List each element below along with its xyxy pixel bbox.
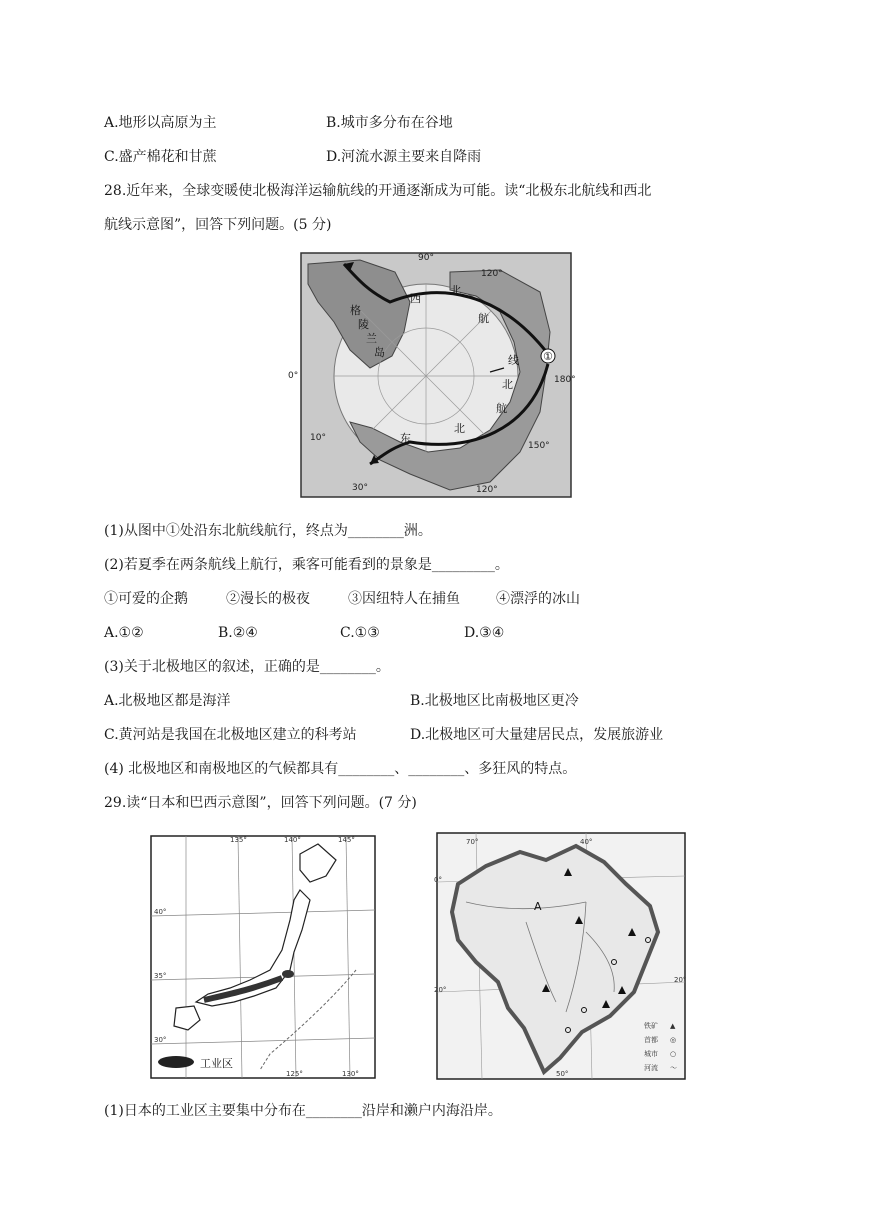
- japan-lon-145: 145°: [338, 836, 355, 844]
- q27-option-d: D.河流水源主要来自降雨: [326, 149, 482, 165]
- q27-option-b: B.城市多分布在谷地: [326, 115, 453, 131]
- japan-lat-35: 35°: [154, 972, 167, 980]
- arctic-route-map-svg: [288, 252, 576, 498]
- q28-sub4: (4) 北极地区和南极地区的气候都具有________、________、多狂风的特点。: [104, 761, 577, 777]
- scene-3: ③因纽特人在捕鱼: [348, 591, 460, 607]
- map-label-lon-30: 30°: [352, 483, 368, 493]
- brazil-region-a: A: [534, 900, 542, 913]
- q27-option-a: A.地形以高原为主: [104, 115, 217, 131]
- legend-city-symbol: ○: [670, 1050, 677, 1058]
- nw-route-label-3: 航: [496, 402, 507, 415]
- choice-d: D.③④: [464, 625, 505, 641]
- map-label-lon-180: 180°: [554, 375, 576, 385]
- q29-sub1: (1)日本的工业区主要集中分布在________沿岸和濑户内海沿岸。: [104, 1103, 502, 1119]
- map-label-lon-120-bottom: 120°: [476, 485, 498, 495]
- legend-capital-symbol: ◎: [670, 1036, 677, 1044]
- legend-city-label: 城市: [644, 1050, 658, 1058]
- japan-legend-label: 工业区: [200, 1057, 233, 1070]
- scene-1: ①可爱的企鹅: [104, 591, 188, 607]
- scene-2: ②漫长的极夜: [226, 591, 310, 607]
- sub3-option-a: A.北极地区都是海洋: [104, 693, 231, 709]
- map-label-lon-0: 0°: [288, 371, 299, 381]
- choice-a: A.①②: [104, 625, 144, 641]
- legend-iron-label: 铁矿: [644, 1022, 658, 1030]
- greenland-label-2: 陵: [358, 318, 369, 331]
- west-route-label-1: 西: [410, 292, 421, 305]
- brazil-lon-50: 50°: [556, 1070, 569, 1078]
- japan-lon-140: 140°: [284, 836, 301, 844]
- choice-c: C.①③: [340, 625, 380, 641]
- nw-route-label-2: 北: [502, 378, 513, 391]
- sub3-option-b: B.北极地区比南极地区更冷: [410, 693, 579, 709]
- brazil-lon-40: 40°: [580, 838, 593, 846]
- legend-river-label: 河流: [644, 1064, 658, 1072]
- japan-map: [150, 830, 376, 1084]
- map-label-lon-10: 10°: [310, 433, 326, 443]
- legend-iron-symbol: ▲: [670, 1022, 676, 1030]
- japan-lon-135: 135°: [230, 836, 247, 844]
- japan-lon-125: 125°: [286, 1070, 303, 1078]
- japan-lat-30: 30°: [154, 1036, 167, 1044]
- ne-route-label-1: 东: [400, 432, 411, 445]
- q29-stem: 29.读“日本和巴西示意图”，回答下列问题。(7 分): [104, 795, 417, 811]
- sub3-option-c: C.黄河站是我国在北极地区建立的科考站: [104, 727, 357, 743]
- nw-route-label-1: 线: [508, 354, 519, 367]
- q27-option-c: C.盛产棉花和甘蔗: [104, 149, 217, 165]
- choice-b: B.②④: [218, 625, 258, 641]
- greenland-label-1: 格: [350, 304, 361, 317]
- arctic-route-map: [288, 252, 576, 502]
- japan-lat-40: 40°: [154, 908, 167, 916]
- q28-sub2: (2)若夏季在两条航线上航行，乘客可能看到的景象是_________。: [104, 557, 509, 573]
- brazil-lat-0: 0°: [434, 876, 442, 884]
- q28-sub1: (1)从图中①处沿东北航线航行，终点为________洲。: [104, 523, 432, 539]
- legend-river-symbol: 〜: [670, 1064, 677, 1072]
- brazil-map: [436, 832, 686, 1084]
- sub3-option-d: D.北极地区可大量建居民点，发展旅游业: [410, 727, 664, 743]
- west-route-label-3: 航: [478, 312, 489, 325]
- map-label-lon-120-top: 120°: [481, 269, 503, 279]
- legend-capital-label: 首都: [644, 1036, 658, 1044]
- map-label-lon-150: 150°: [528, 441, 550, 451]
- brazil-lon-70: 70°: [466, 838, 479, 846]
- q28-sub3: (3)关于北极地区的叙述，正确的是________。: [104, 659, 390, 675]
- route-marker-1: ①: [543, 350, 553, 363]
- greenland-label-4: 岛: [374, 346, 385, 359]
- ne-route-label-2: 北: [454, 422, 465, 435]
- brazil-map-svg: [436, 832, 686, 1080]
- q28-stem-line1: 28.近年来，全球变暖使北极海洋运输航线的开通逐渐成为可能。读“北极东北航线和西北: [104, 183, 652, 199]
- japan-lon-130: 130°: [342, 1070, 359, 1078]
- scene-4: ④漂浮的冰山: [496, 591, 580, 607]
- japan-map-svg: [150, 830, 376, 1080]
- brazil-lat-20: 20°: [434, 986, 447, 994]
- map-label-lon-90: 90°: [418, 253, 434, 263]
- west-route-label-2: 北: [450, 284, 461, 297]
- brazil-lat-20-right: 20°: [674, 976, 687, 984]
- q28-stem-line2: 航线示意图”，回答下列问题。(5 分): [104, 217, 332, 233]
- greenland-label-3: 兰: [366, 332, 377, 345]
